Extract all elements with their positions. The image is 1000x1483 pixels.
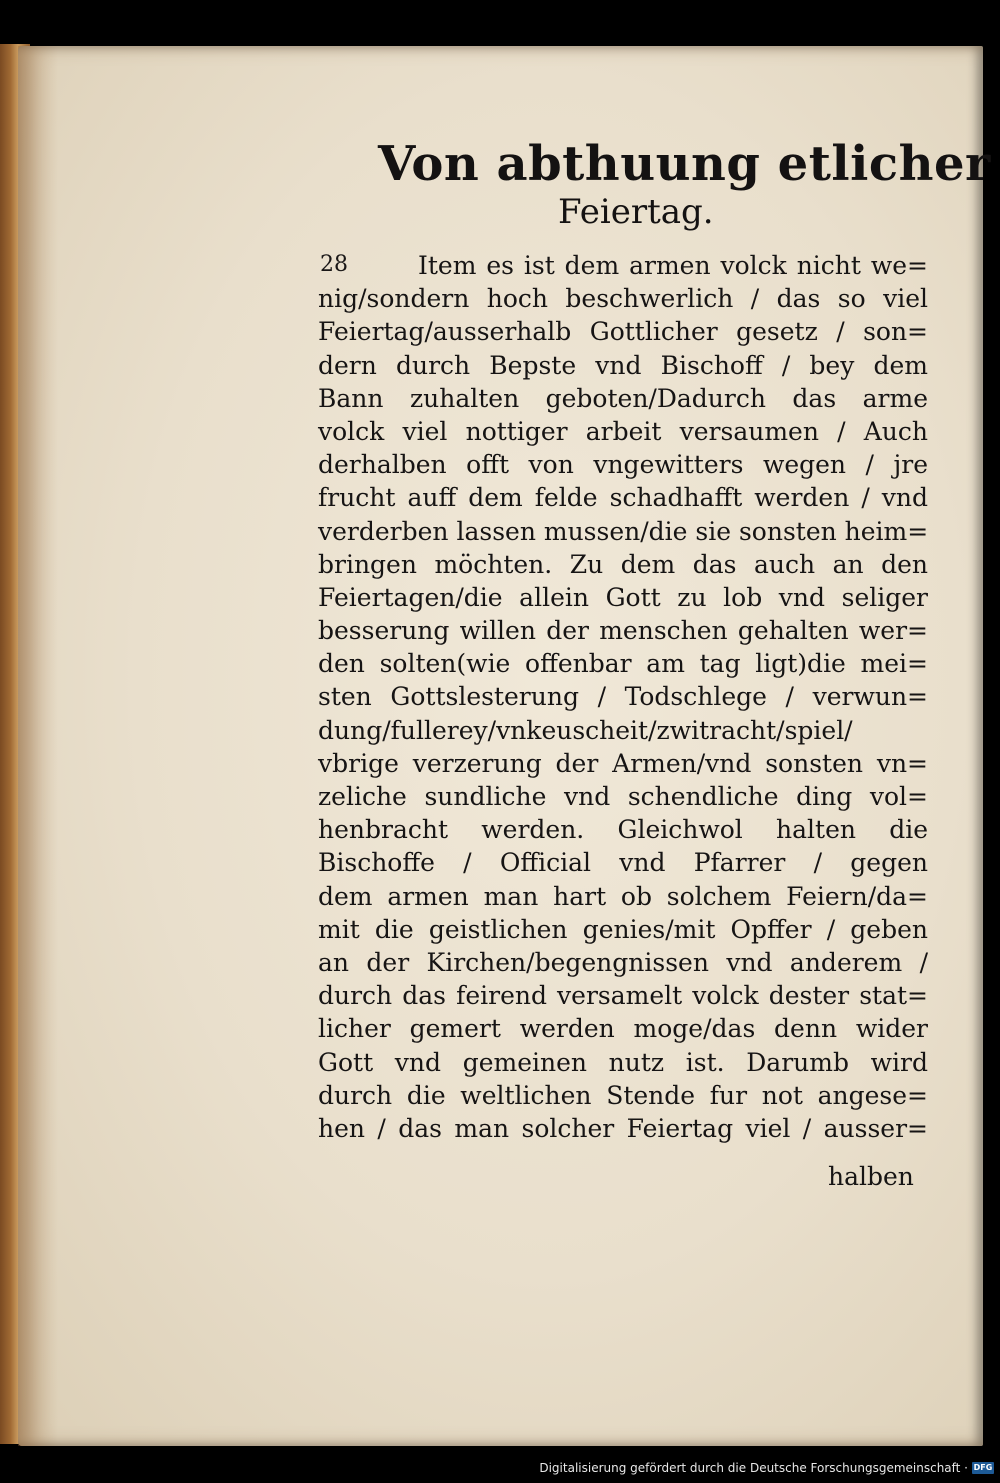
text-line: Gott vnd gemeinen nutz ist. Darumb wird (318, 1047, 928, 1077)
credit-text: Digitalisierung gefördert durch die Deutsche Forschungsgemeinschaft · (539, 1461, 968, 1475)
text-line: Feiertag/ausserhalb Gottlicher gesetz / son= (318, 317, 928, 347)
text-line: durch das feirend versamelt volck dester stat= (318, 981, 928, 1011)
text-line: hen / das man solcher Feiertag viel / ausser= (318, 1113, 928, 1143)
text-line: dung/fullerey/vnkeuscheit/zwitracht/spiel/ (318, 715, 853, 745)
text-line: an der Kirchen/begengnissen vnd anderem / (318, 947, 928, 977)
digitization-credit (539, 1457, 994, 1479)
text-line: nig/sondern hoch beschwerlich / das so viel (318, 284, 928, 314)
text-line: verderben lassen mussen/die sie sonsten heim= (318, 516, 929, 546)
text-line: henbracht werden. Gleichwol halten die (318, 815, 928, 845)
catchword: halben (828, 1162, 914, 1191)
body-text (318, 249, 928, 1145)
text-line: vbrige verzerung der Armen/vnd sonsten vn= (318, 748, 928, 778)
text-line: den solten(wie offenbar am tag ligt)die mei= (318, 649, 928, 679)
text-line: dem armen man hart ob solchem Feiern/da= (318, 881, 928, 911)
section-number: 28 (320, 252, 348, 277)
heading-title: Von abthuung etlicher (378, 136, 991, 192)
text-line: durch die weltlichen Stende fur not angese= (318, 1080, 928, 1110)
text-line: dern durch Bepste vnd Bischoff / bey dem (318, 350, 928, 380)
text-line: bringen möchten. Zu dem das auch an den (318, 549, 928, 579)
text-line: Bann zuhalten geboten/Dadurch das arme (318, 383, 928, 413)
text-line: volck viel nottiger arbeit versaumen / Auch (318, 416, 928, 446)
text-line: frucht auff dem felde schadhafft werden / vnd (318, 483, 928, 513)
text-line: besserung willen der menschen gehalten wer= (318, 616, 928, 646)
text-line: Item es ist dem armen volck nicht we= (418, 251, 928, 280)
text-line: licher gemert werden moge/das denn wider (318, 1014, 928, 1044)
dfg-logo-icon: DFG (973, 1463, 993, 1472)
text-line: mit die geistlichen genies/mit Opffer / geben (318, 914, 928, 944)
text-line: Feiertagen/die allein Gott zu lob vnd seliger (318, 582, 928, 612)
text-line: zeliche sundliche vnd schendliche ding vol= (318, 782, 928, 811)
book-page (18, 46, 991, 1446)
heading-subtitle: Feiertag. (558, 192, 714, 232)
text-line: Bischoffe / Official vnd Pfarrer / gegen (318, 848, 928, 878)
text-line: sten Gottslesterung / Todschlege / verwun= (318, 682, 928, 712)
text-line: derhalben offt von vngewitters wegen / jre (318, 450, 928, 480)
